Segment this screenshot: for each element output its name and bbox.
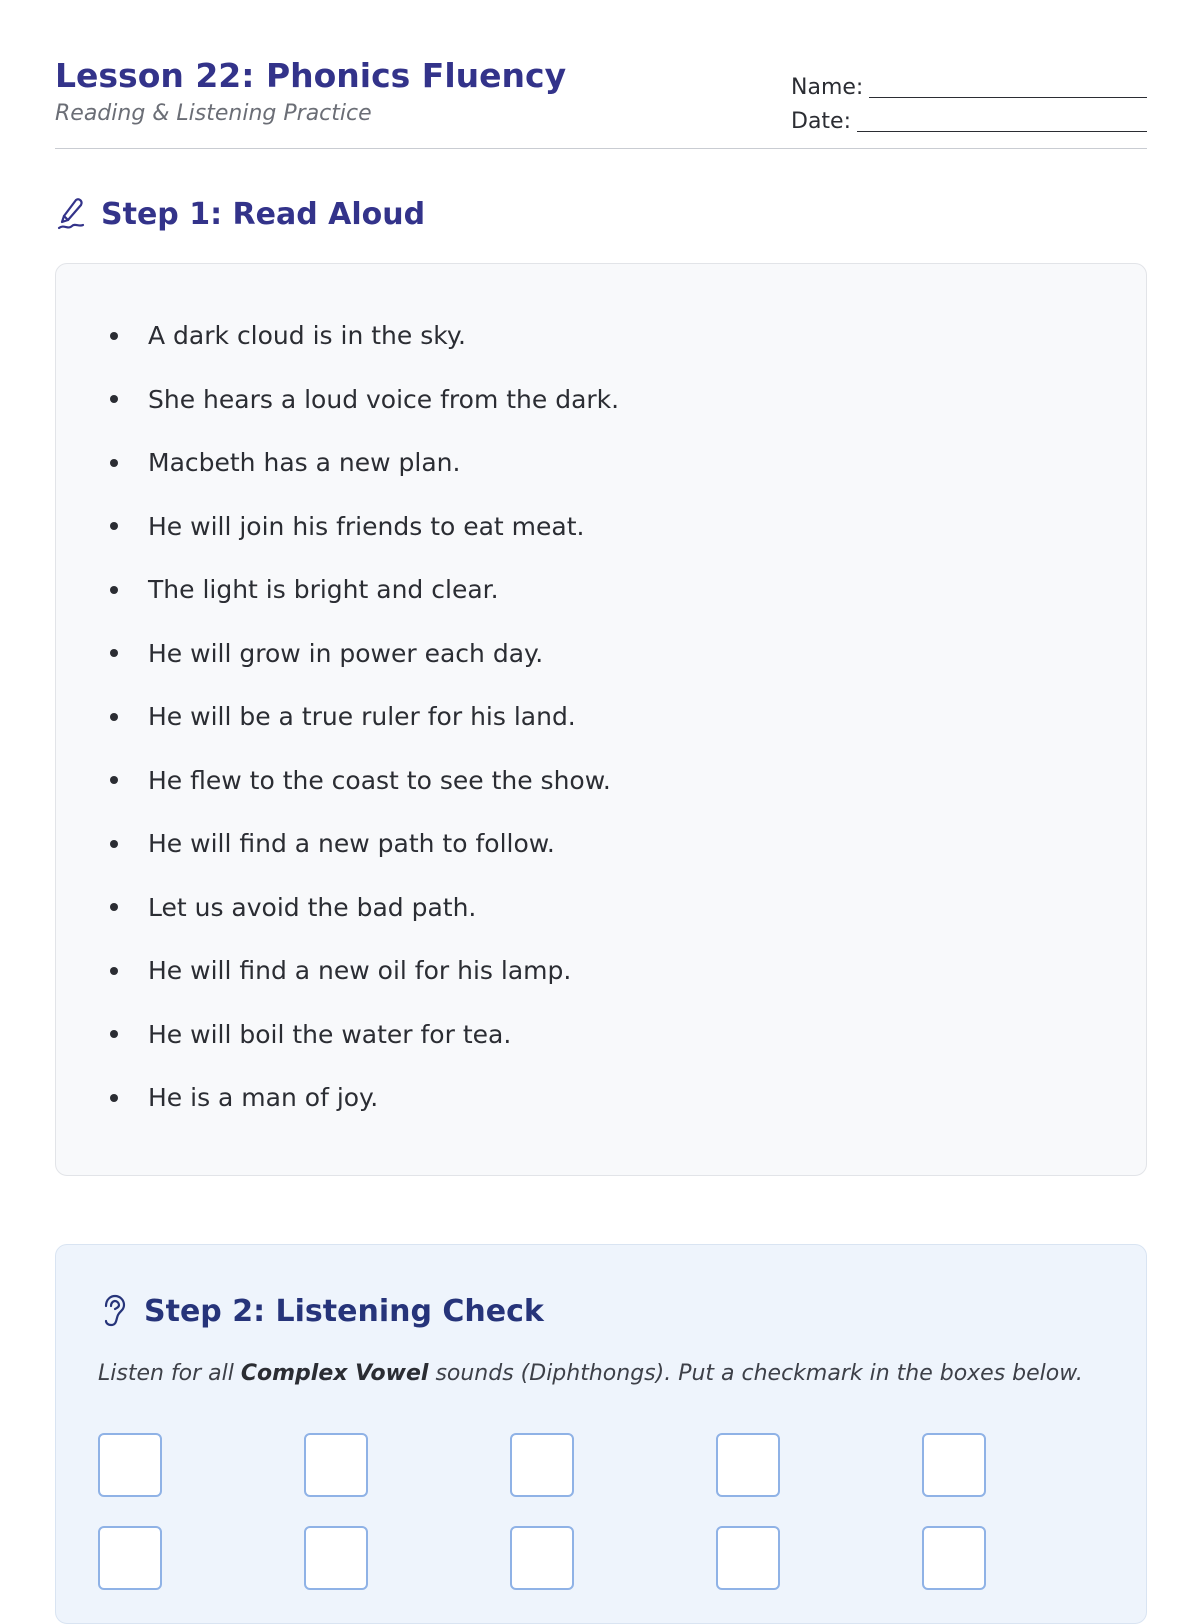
name-label: Name: (791, 75, 864, 100)
sentence-item (106, 1003, 619, 1067)
worksheet-header (55, 56, 1147, 149)
sentence-text: A dark cloud is in the sky. (148, 321, 467, 351)
sentence-item (106, 558, 619, 622)
bullet-icon (110, 459, 118, 467)
sentence-text: He will find a new path to follow. (148, 829, 555, 859)
bullet-icon (110, 840, 118, 848)
checkmark-box[interactable] (98, 1526, 162, 1590)
sentence-item (106, 876, 619, 940)
sentence-item (106, 812, 619, 876)
listening-instruction (98, 1361, 1083, 1386)
listening-check-panel (55, 1244, 1147, 1624)
step1-heading (55, 192, 425, 236)
sentence-item (106, 749, 619, 813)
bullet-icon (110, 586, 118, 594)
sentence-list (106, 304, 619, 1130)
bullet-icon (110, 522, 118, 530)
step1-title: Step 1: Read Aloud (101, 196, 426, 232)
step2-title: Step 2: Listening Check (144, 1293, 544, 1329)
checkmark-box[interactable] (98, 1433, 162, 1497)
date-line[interactable] (857, 131, 1147, 132)
sentence-item (106, 495, 619, 559)
checkmark-box[interactable] (716, 1433, 780, 1497)
instruction-text-bold: Complex Vowel (240, 1361, 429, 1386)
sentence-item (106, 622, 619, 686)
sentence-text: He will be a true ruler for his land. (148, 702, 576, 732)
checkmark-box[interactable] (304, 1433, 368, 1497)
ear-icon (98, 1293, 130, 1329)
sentence-text: She hears a loud voice from the dark. (148, 384, 620, 414)
bullet-icon (110, 1030, 118, 1038)
name-field[interactable] (787, 68, 1147, 102)
bullet-icon (110, 776, 118, 784)
bullet-icon (110, 332, 118, 340)
bullet-icon (110, 395, 118, 403)
sentence-text: He will grow in power each day. (148, 638, 544, 668)
sentence-text: He is a man of joy. (148, 1083, 379, 1113)
sentence-text: The light is bright and clear. (148, 575, 499, 605)
page-subtitle: Reading & Listening Practice (55, 101, 372, 126)
instruction-text-pre: Listen for all (98, 1361, 241, 1386)
sentence-item (106, 939, 619, 1003)
checkmark-box[interactable] (922, 1526, 986, 1590)
sentence-text: He flew to the coast to see the show. (148, 765, 611, 795)
sentence-item (106, 368, 619, 432)
sentence-item (106, 1066, 619, 1130)
sentence-text: Macbeth has a new plan. (148, 448, 461, 478)
checkmark-box[interactable] (510, 1433, 574, 1497)
checkmark-box[interactable] (304, 1526, 368, 1590)
sentence-item (106, 685, 619, 749)
step2-heading (98, 1289, 544, 1333)
instruction-text-post: sounds (Diphthongs). Put a checkmark in the boxes below. (428, 1361, 1083, 1386)
pen-icon (55, 196, 87, 232)
checkmark-box[interactable] (922, 1433, 986, 1497)
sentence-text: He will boil the water for tea. (148, 1019, 512, 1049)
sentence-item (106, 431, 619, 495)
page-title: Lesson 22: Phonics Fluency (55, 56, 567, 95)
sentence-item (106, 304, 619, 368)
sentence-text: He will join his friends to eat meat. (148, 511, 585, 541)
checkmark-box[interactable] (716, 1526, 780, 1590)
date-label: Date: (791, 109, 851, 134)
name-line[interactable] (869, 97, 1147, 98)
checkmark-box[interactable] (510, 1526, 574, 1590)
read-aloud-panel (55, 263, 1147, 1176)
bullet-icon (110, 649, 118, 657)
date-field[interactable] (787, 102, 1147, 136)
bullet-icon (110, 1094, 118, 1102)
bullet-icon (110, 967, 118, 975)
bullet-icon (110, 903, 118, 911)
student-fields (787, 68, 1147, 136)
bullet-icon (110, 713, 118, 721)
sentence-text: He will find a new oil for his lamp. (148, 956, 572, 986)
sentence-text: Let us avoid the bad path. (148, 892, 477, 922)
